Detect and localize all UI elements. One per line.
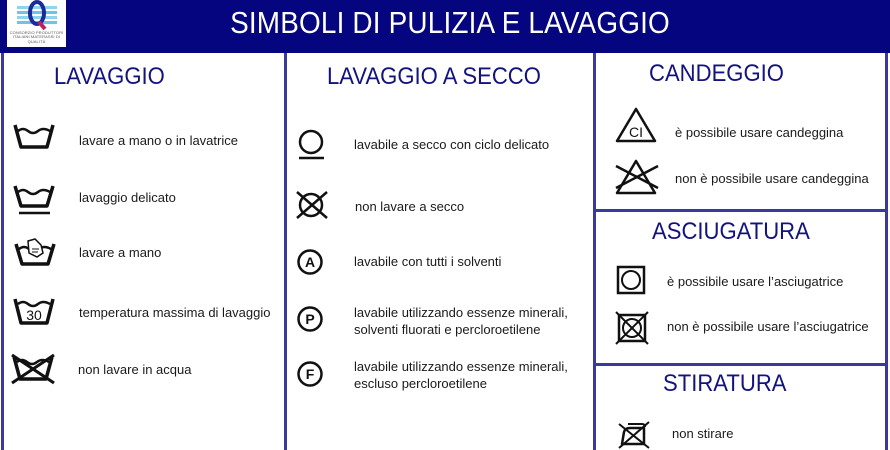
do-not-dry-clean-icon: [295, 190, 329, 220]
symbol-label: temperatura massima di lavaggio: [79, 305, 271, 320]
page-title: SIMBOLI DI PULIZIA E LAVAGGIO: [230, 5, 670, 40]
section-title-lavaggio: LAVAGGIO: [54, 63, 165, 90]
section-title-lavaggio-a-secco: LAVAGGIO A SECCO: [327, 63, 541, 90]
logo-text: CONSORZIO PRODUTTORI ITALIANI MATERASSI DI QUALITÀ: [9, 30, 64, 44]
section-title-stiratura: STIRATURA: [663, 370, 787, 397]
symbol-label: è possibile usare candeggina: [675, 125, 844, 140]
section-title-candeggio: CANDEGGIO: [649, 60, 784, 87]
washtub-30-icon: [12, 295, 56, 327]
symbol-label: non lavare in acqua: [78, 362, 192, 377]
symbol-label: non è possibile usare candeggina: [675, 171, 869, 186]
hand-wash-icon: [13, 237, 57, 267]
svg-text:30: 30: [26, 307, 42, 323]
bleach-cl-icon: [614, 106, 658, 144]
washtub-icon: [12, 121, 56, 151]
symbol-label: non stirare: [672, 426, 734, 441]
symbol-label: lavaggio delicato: [79, 190, 176, 205]
logo-q-icon: [17, 0, 57, 32]
symbol-label: lavabile utilizzando essenze minerali,: [354, 359, 568, 374]
divider-col2: [593, 53, 596, 450]
symbol-label: non lavare a secco: [355, 199, 465, 214]
do-not-iron-icon: [616, 418, 652, 450]
do-not-bleach-icon: [614, 158, 660, 196]
dry-clean-p-icon: [296, 305, 324, 333]
divider-asciugatura-stiratura: [593, 363, 888, 366]
divider-col1: [284, 53, 287, 450]
symbol-label: lavabile a secco con ciclo delicato: [354, 137, 550, 152]
symbol-label: lavare a mano o in lavatrice: [79, 133, 238, 148]
do-not-wash-icon: [10, 353, 56, 385]
tumble-dry-icon: [616, 265, 646, 295]
do-not-tumble-dry-icon: [614, 310, 650, 346]
header-banner: [0, 0, 890, 53]
divider-candeggio-asciugatura: [593, 209, 888, 212]
symbol-label: lavare a mano: [79, 245, 162, 260]
dry-clean-a-icon: [296, 248, 324, 276]
symbol-label: è possibile usare l’asciugatrice: [667, 274, 844, 289]
symbol-label: non è possibile usare l’asciugatrice: [667, 319, 869, 334]
svg-text:CI: CI: [629, 124, 643, 140]
border-left: [1, 53, 4, 450]
symbol-label-line2: solventi fluorati e percloroetilene: [354, 322, 541, 337]
svg-text:P: P: [305, 311, 315, 327]
symbol-label: lavabile utilizzando essenze minerali,: [354, 305, 568, 320]
symbol-label: lavabile con tutti i solventi: [354, 254, 502, 269]
dry-clean-gentle-icon: [296, 129, 328, 161]
symbol-label-line2: escluso percloroetilene: [354, 376, 487, 391]
section-title-asciugatura: ASCIUGATURA: [652, 218, 810, 245]
logo: [7, 0, 66, 47]
washtub-delicate-icon: [12, 182, 56, 216]
svg-text:F: F: [305, 366, 315, 382]
svg-text:A: A: [304, 254, 316, 270]
dry-clean-f-icon: [296, 360, 324, 388]
border-right: [885, 53, 888, 450]
